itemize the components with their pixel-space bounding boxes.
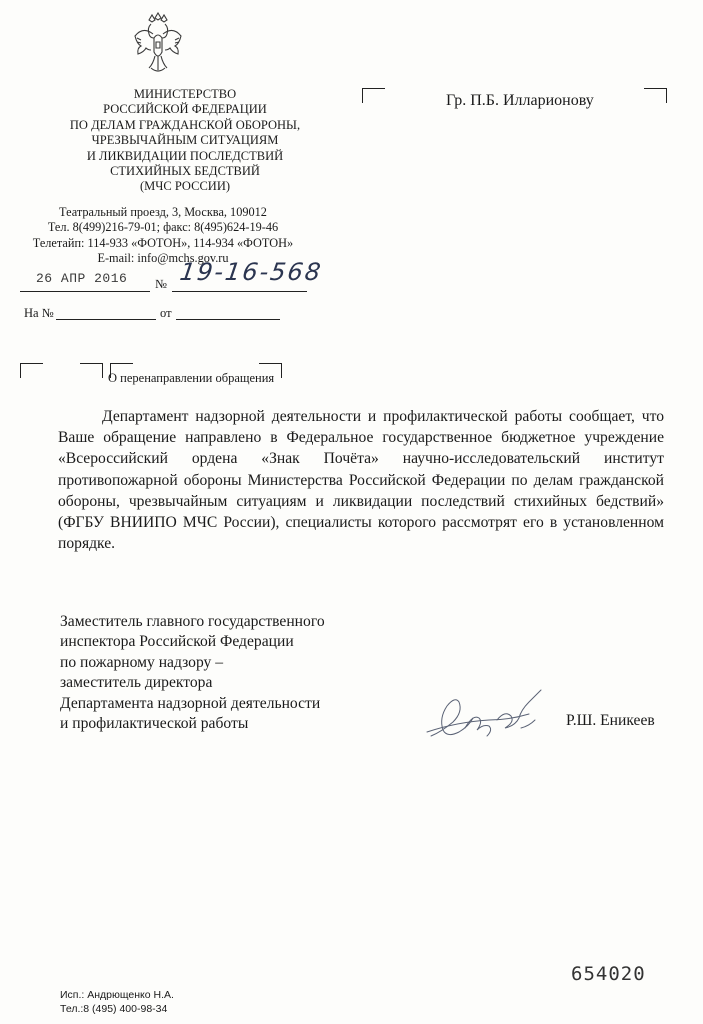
executor-phone: Тел.:8 (495) 400-98-34 [60, 1003, 168, 1015]
ministry-line: СТИХИЙНЫХ БЕДСТВИЙ [110, 164, 260, 179]
ministry-name [60, 87, 310, 195]
signer-title-line: по пожарному надзору – [60, 653, 224, 671]
ministry-line: ПО ДЕЛАМ ГРАЖДАНСКОЙ ОБОРОНЫ, [69, 117, 301, 132]
reference-number-line [56, 319, 156, 320]
registration-date-line [20, 291, 150, 292]
recipient: Гр. П.Б. Илларионову [446, 92, 594, 109]
registration-number-label: № [155, 277, 167, 291]
signer-title-line: и профилактической работы [60, 715, 249, 733]
signer-title [60, 612, 400, 734]
ministry-line: (МЧС РОССИИ) [139, 179, 231, 194]
signer-title-line: Заместитель главного государственного [60, 613, 325, 630]
ministry-line: ЧРЕЗВЫЧАЙНЫМ СИТУАЦИЯМ [91, 133, 279, 148]
registration-number-line [172, 291, 307, 292]
signer-title-line: заместитель директора [60, 674, 213, 692]
ministry-line: МИНИСТЕРСТВО [133, 87, 237, 101]
registration-date-stamp: 26 АПР 2016 [36, 271, 128, 286]
subject-bracket-1 [20, 363, 43, 378]
ministry-line: И ЛИКВИДАЦИИ ПОСЛЕДСТВИЙ [86, 148, 284, 163]
recipient-bracket-left [362, 88, 385, 103]
reference-date-line [176, 319, 280, 320]
reference-number-label: На № [24, 306, 54, 320]
signer-title-line: Департамента надзорной деятельности [60, 694, 321, 712]
executor-info [60, 988, 174, 1016]
contact-email: E-mail: info@mchs.gov.ru [97, 251, 229, 266]
recipient-bracket-right [644, 88, 667, 103]
reference-date-label: от [160, 306, 172, 320]
executor-name: Исп.: Андрющенко Н.А. [60, 989, 174, 1001]
document-code: 654020 [571, 963, 646, 985]
registration-number: 19-16-568 [178, 258, 325, 286]
body-paragraph: Департамент надзорной деятельности и профилактической работы сообщает, что Ваше обращение направлено в Федеральное государственное бюджетное учреждение «Всероссийский ордена «Знак Почёта» научно-исследовательский институт противопожарной обороны Министерства Российской Федерации по делам гражданской обороны, чрезвычайным ситуациям и ликвидации последствий стихийных бедствий» (ФГБУ ВНИИПО МЧС России), специалисты которого рассмотрят его в установленном порядке. [58, 408, 664, 553]
signer-title-line: инспектора Российской Федерации [60, 633, 294, 651]
contact-address: Театральный проезд, 3, Москва, 109012 [59, 205, 267, 219]
subject-bracket-2 [80, 363, 103, 378]
letter-subject: О перенаправлении обращения [108, 371, 275, 385]
ministry-line: РОССИЙСКОЙ ФЕДЕРАЦИИ [103, 102, 267, 117]
contact-phone: Тел. 8(499)216-79-01; факс: 8(495)624-19-46 [47, 220, 279, 235]
contact-teletype: Телетайп: 114-933 «ФОТОН», 114-934 «ФОТОН» [32, 235, 294, 250]
signer-name: Р.Ш. Еникеев [566, 712, 655, 729]
letter-body [58, 406, 664, 554]
russian-coat-of-arms-icon [133, 12, 183, 76]
handwritten-signature [425, 680, 560, 750]
